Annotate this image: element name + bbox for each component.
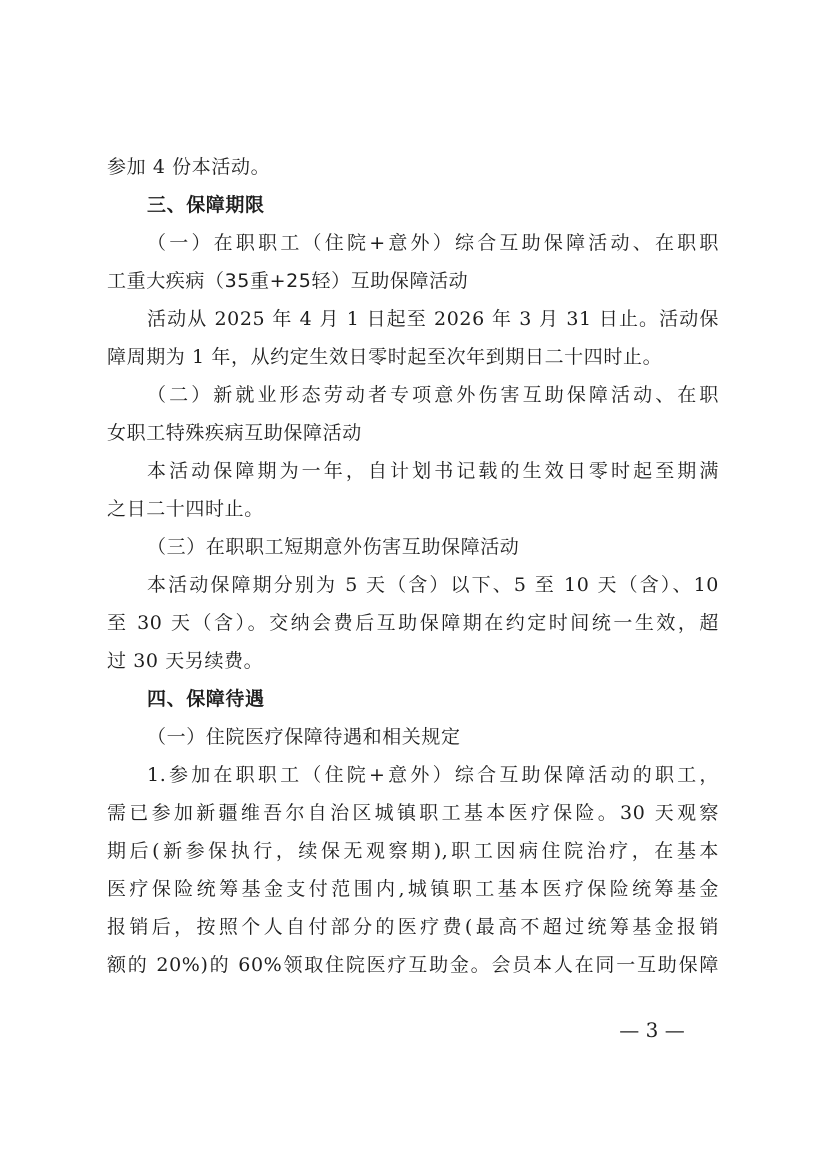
text-line: 至 30 天（含）。交纳会费后互助保障期在约定时间统一生效，超 [107,612,719,634]
document-body [107,148,719,984]
subsection-heading-2-cont: 女职工特殊疾病互助保障活动 [107,422,362,444]
subsection-heading-4: （一）住院医疗保障待遇和相关规定 [147,726,461,748]
text-line: 1.参加在职职工（住院+意外）综合互助保障活动的职工， [147,764,719,786]
text-line: 之日二十四时止。 [107,498,264,520]
subsection-heading-1: （一）在职职工（住院+意外）综合互助保障活动、在职职 [147,232,719,254]
text-line: 本活动保障期为一年，自计划书记载的生效日零时起至期满 [147,460,719,482]
subsection-heading-3: （三）在职职工短期意外伤害互助保障活动 [147,536,520,558]
subsection-heading-2: （二）新就业形态劳动者专项意外伤害互助保障活动、在职 [147,384,719,406]
text-line: 本活动保障期分别为 5 天（含）以下、5 至 10 天（含）、10 [147,574,719,596]
text-line: 过 30 天另续费。 [107,650,264,672]
text-line: 活动从 2025 年 4 月 1 日起至 2026 年 3 月 31 日止。活动保 [147,308,719,330]
text-line: 参加 4 份本活动。 [107,156,271,178]
section-heading-coverage-period: 三、保障期限 [147,194,265,216]
page-number: — 3 — [619,1018,685,1042]
text-line: 报销后，按照个人自付部分的医疗费(最高不超过统筹基金报销 [107,916,719,938]
text-line: 障周期为 1 年，从约定生效日零时起至次年到期日二十四时止。 [107,346,663,368]
subsection-heading-1-cont: 工重大疾病（35重+25轻）互助保障活动 [107,270,469,292]
text-line: 额的 20%)的 60%领取住院医疗互助金。会员本人在同一互助保障 [107,954,719,976]
text-line: 需已参加新疆维吾尔自治区城镇职工基本医疗保险。30 天观察 [107,802,719,824]
section-heading-benefits: 四、保障待遇 [147,688,265,710]
text-line: 医疗保险统筹基金支付范围内,城镇职工基本医疗保险统筹基金 [107,878,719,900]
text-line: 期后(新参保执行，续保无观察期),职工因病住院治疗，在基本 [107,840,719,862]
